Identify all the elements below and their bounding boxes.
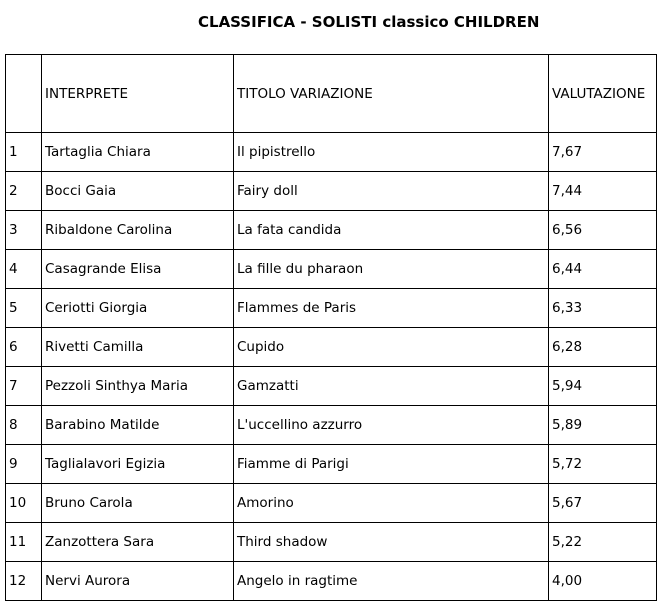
variation-title-cell: Fiamme di Parigi — [234, 445, 549, 484]
performer-cell: Nervi Aurora — [42, 562, 234, 601]
position-cell: 1 — [6, 133, 42, 172]
score-cell: 6,33 — [549, 289, 657, 328]
variation-title-cell: Fairy doll — [234, 172, 549, 211]
position-cell: 9 — [6, 445, 42, 484]
variation-title-cell: L'uccellino azzurro — [234, 406, 549, 445]
table-row — [6, 406, 657, 445]
position-cell: 3 — [6, 211, 42, 250]
table-row — [6, 211, 657, 250]
position-cell: 11 — [6, 523, 42, 562]
table-row — [6, 523, 657, 562]
table-row — [6, 484, 657, 523]
table-row — [6, 562, 657, 601]
table-row — [6, 172, 657, 211]
variation-title-cell: La fata candida — [234, 211, 549, 250]
table-row — [6, 133, 657, 172]
position-cell: 4 — [6, 250, 42, 289]
performer-cell: Taglialavori Egizia — [42, 445, 234, 484]
variation-title-cell: La fille du pharaon — [234, 250, 549, 289]
table-row — [6, 250, 657, 289]
score-cell: 5,94 — [549, 367, 657, 406]
variation-title-cell: Gamzatti — [234, 367, 549, 406]
table-row — [6, 328, 657, 367]
position-cell: 6 — [6, 328, 42, 367]
table-row — [6, 367, 657, 406]
score-cell: 6,28 — [549, 328, 657, 367]
page-title: CLASSIFICA - SOLISTI classico CHILDREN — [198, 13, 540, 31]
performer-cell: Bocci Gaia — [42, 172, 234, 211]
performer-cell: Rivetti Camilla — [42, 328, 234, 367]
variation-title-cell: Angelo in ragtime — [234, 562, 549, 601]
score-cell: 6,56 — [549, 211, 657, 250]
position-cell: 10 — [6, 484, 42, 523]
performer-cell: Ribaldone Carolina — [42, 211, 234, 250]
score-cell: 5,89 — [549, 406, 657, 445]
score-cell: 5,72 — [549, 445, 657, 484]
performer-cell: Pezzoli Sinthya Maria — [42, 367, 234, 406]
score-cell: 7,67 — [549, 133, 657, 172]
position-cell: 7 — [6, 367, 42, 406]
variation-title-cell: Il pipistrello — [234, 133, 549, 172]
ranking-table — [5, 54, 657, 601]
position-cell: 8 — [6, 406, 42, 445]
score-cell: 4,00 — [549, 562, 657, 601]
variation-title-cell: Flammes de Paris — [234, 289, 549, 328]
position-cell: 5 — [6, 289, 42, 328]
header-performer: INTERPRETE — [42, 55, 234, 133]
header-score: VALUTAZIONE — [549, 55, 657, 133]
position-cell: 2 — [6, 172, 42, 211]
score-cell: 7,44 — [549, 172, 657, 211]
score-cell: 5,67 — [549, 484, 657, 523]
variation-title-cell: Third shadow — [234, 523, 549, 562]
table-row — [6, 445, 657, 484]
header-row — [6, 55, 657, 133]
score-cell: 6,44 — [549, 250, 657, 289]
performer-cell: Zanzottera Sara — [42, 523, 234, 562]
variation-title-cell: Amorino — [234, 484, 549, 523]
position-cell: 12 — [6, 562, 42, 601]
score-cell: 5,22 — [549, 523, 657, 562]
header-position — [6, 55, 42, 133]
performer-cell: Bruno Carola — [42, 484, 234, 523]
performer-cell: Tartaglia Chiara — [42, 133, 234, 172]
table-row — [6, 289, 657, 328]
performer-cell: Ceriotti Giorgia — [42, 289, 234, 328]
variation-title-cell: Cupido — [234, 328, 549, 367]
performer-cell: Casagrande Elisa — [42, 250, 234, 289]
header-variation-title: TITOLO VARIAZIONE — [234, 55, 549, 133]
performer-cell: Barabino Matilde — [42, 406, 234, 445]
ranking-table-body — [6, 55, 657, 601]
